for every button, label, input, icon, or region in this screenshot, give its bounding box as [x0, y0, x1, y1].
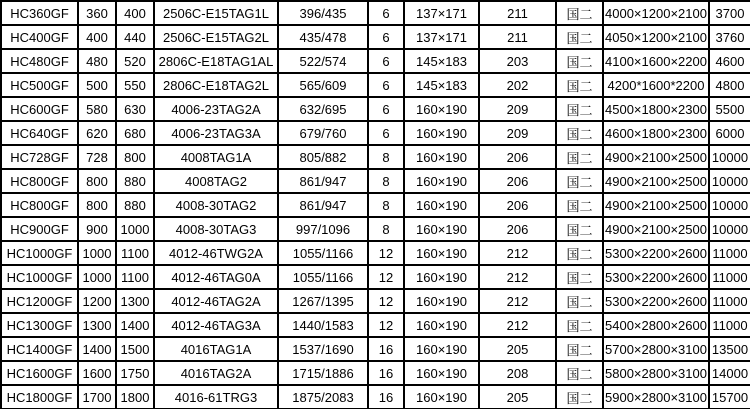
table-cell: 5300×2200×2600	[603, 265, 709, 289]
table-cell: 4012-46TAG2A	[154, 289, 278, 313]
table-cell: 1000	[116, 217, 154, 241]
table-row	[1, 313, 750, 337]
table-cell: 206	[479, 217, 556, 241]
table-cell: 1500	[116, 337, 154, 361]
table-cell: 4500×1800×2300	[603, 97, 709, 121]
table-cell: 4800	[709, 73, 750, 97]
table-cell: 4008-30TAG3	[154, 217, 278, 241]
table-cell: 522/574	[278, 49, 368, 73]
table-cell: 4900×2100×2500	[603, 145, 709, 169]
table-cell: 1200	[78, 289, 116, 313]
table-cell: 1300	[78, 313, 116, 337]
table-cell: 国二	[556, 217, 603, 241]
table-cell: HC1000GF	[1, 241, 78, 265]
table-cell: HC1000GF	[1, 265, 78, 289]
table-cell: 4000×1200×2100	[603, 1, 709, 25]
table-cell: 360	[78, 1, 116, 25]
table-cell: HC360GF	[1, 1, 78, 25]
table-cell: 国二	[556, 121, 603, 145]
table-cell: 160×190	[404, 385, 479, 409]
table-cell: 861/947	[278, 193, 368, 217]
table-cell: 10000	[709, 169, 750, 193]
table-cell: 国二	[556, 97, 603, 121]
table-cell: 160×190	[404, 265, 479, 289]
table-cell: 160×190	[404, 145, 479, 169]
table-cell: 8	[368, 145, 404, 169]
table-cell: 国二	[556, 289, 603, 313]
table-cell: 5900×2800×3100	[603, 385, 709, 409]
table-cell: 160×190	[404, 337, 479, 361]
table-cell: 1715/1886	[278, 361, 368, 385]
table-cell: 1537/1690	[278, 337, 368, 361]
table-cell: HC400GF	[1, 25, 78, 49]
table-cell: 6	[368, 97, 404, 121]
table-cell: 4900×2100×2500	[603, 193, 709, 217]
table-cell: 4600	[709, 49, 750, 73]
table-cell: 国二	[556, 265, 603, 289]
table-cell: 500	[78, 73, 116, 97]
table-row	[1, 97, 750, 121]
table-cell: 国二	[556, 241, 603, 265]
table-cell: 1600	[78, 361, 116, 385]
table-row	[1, 1, 750, 25]
table-cell: 1750	[116, 361, 154, 385]
table-cell: 1055/1166	[278, 241, 368, 265]
table-cell: 1400	[116, 313, 154, 337]
table-cell: 550	[116, 73, 154, 97]
table-row	[1, 193, 750, 217]
table-cell: 5400×2800×2600	[603, 313, 709, 337]
table-cell: 4100×1600×2200	[603, 49, 709, 73]
table-cell: 5500	[709, 97, 750, 121]
table-cell: 16	[368, 385, 404, 409]
table-cell: 6	[368, 121, 404, 145]
table-cell: 国二	[556, 169, 603, 193]
table-cell: HC728GF	[1, 145, 78, 169]
table-cell: 8	[368, 217, 404, 241]
table-cell: 160×190	[404, 193, 479, 217]
table-cell: 728	[78, 145, 116, 169]
table-cell: 6000	[709, 121, 750, 145]
table-cell: 10000	[709, 217, 750, 241]
table-cell: 1440/1583	[278, 313, 368, 337]
table-cell: 997/1096	[278, 217, 368, 241]
table-cell: 160×190	[404, 241, 479, 265]
table-cell: 1800	[116, 385, 154, 409]
table-cell: 900	[78, 217, 116, 241]
table-cell: 4016TAG2A	[154, 361, 278, 385]
table-cell: HC1800GF	[1, 385, 78, 409]
table-cell: 4008TAG2	[154, 169, 278, 193]
table-cell: 4016TAG1A	[154, 337, 278, 361]
table-cell: 11000	[709, 289, 750, 313]
table-cell: 4050×1200×2100	[603, 25, 709, 49]
table-cell: 12	[368, 313, 404, 337]
table-cell: 145×183	[404, 49, 479, 73]
table-cell: 160×190	[404, 361, 479, 385]
table-cell: 1875/2083	[278, 385, 368, 409]
table-cell: 12	[368, 241, 404, 265]
table-cell: HC500GF	[1, 73, 78, 97]
table-cell: 4008TAG1A	[154, 145, 278, 169]
table-row	[1, 241, 750, 265]
table-row	[1, 169, 750, 193]
table-cell: 国二	[556, 385, 603, 409]
table-row	[1, 217, 750, 241]
table-cell: 212	[479, 313, 556, 337]
table-cell: 4600×1800×2300	[603, 121, 709, 145]
table-cell: 800	[78, 169, 116, 193]
table-cell: 4008-30TAG2	[154, 193, 278, 217]
table-row	[1, 49, 750, 73]
table-cell: 620	[78, 121, 116, 145]
table-cell: 3700	[709, 1, 750, 25]
table-cell: 160×190	[404, 121, 479, 145]
table-cell: 4900×2100×2500	[603, 169, 709, 193]
table-cell: 137×171	[404, 25, 479, 49]
table-cell: 4012-46TWG2A	[154, 241, 278, 265]
table-row	[1, 289, 750, 313]
table-cell: 国二	[556, 49, 603, 73]
table-cell: 205	[479, 385, 556, 409]
table-cell: 国二	[556, 193, 603, 217]
table-cell: 16	[368, 337, 404, 361]
table-cell: 203	[479, 49, 556, 73]
table-cell: 1000	[78, 241, 116, 265]
table-row	[1, 265, 750, 289]
table-cell: 2806C-E18TAG1AL	[154, 49, 278, 73]
table-cell: 435/478	[278, 25, 368, 49]
table-cell: 6	[368, 25, 404, 49]
table-cell: HC600GF	[1, 97, 78, 121]
table-row	[1, 121, 750, 145]
table-cell: 211	[479, 1, 556, 25]
table-cell: 10000	[709, 193, 750, 217]
table-cell: 800	[116, 145, 154, 169]
table-cell: 205	[479, 337, 556, 361]
table-cell: 880	[116, 193, 154, 217]
table-cell: 4900×2100×2500	[603, 217, 709, 241]
table-cell: 1100	[116, 241, 154, 265]
table-cell: 212	[479, 241, 556, 265]
table-cell: HC1600GF	[1, 361, 78, 385]
table-cell: 2506C-E15TAG1L	[154, 1, 278, 25]
table-cell: 202	[479, 73, 556, 97]
table-cell: 396/435	[278, 1, 368, 25]
table-cell: 国二	[556, 337, 603, 361]
table-cell: 10000	[709, 145, 750, 169]
table-cell: 14000	[709, 361, 750, 385]
table-cell: 5800×2800×3100	[603, 361, 709, 385]
table-cell: 160×190	[404, 289, 479, 313]
table-cell: HC1200GF	[1, 289, 78, 313]
table-cell: 160×190	[404, 169, 479, 193]
table-cell: 206	[479, 169, 556, 193]
table-cell: 5700×2800×3100	[603, 337, 709, 361]
table-cell: 679/760	[278, 121, 368, 145]
table-cell: 2506C-E15TAG2L	[154, 25, 278, 49]
table-cell: 6	[368, 49, 404, 73]
table-cell: 11000	[709, 313, 750, 337]
table-cell: 5300×2200×2600	[603, 241, 709, 265]
table-cell: 4012-46TAG3A	[154, 313, 278, 337]
table-row	[1, 25, 750, 49]
table-cell: 209	[479, 97, 556, 121]
table-cell: 137×171	[404, 1, 479, 25]
table-cell: 16	[368, 361, 404, 385]
table-cell: 520	[116, 49, 154, 73]
table-cell: 206	[479, 145, 556, 169]
table-cell: 800	[78, 193, 116, 217]
table-cell: 国二	[556, 1, 603, 25]
table-cell: 880	[116, 169, 154, 193]
table-cell: HC900GF	[1, 217, 78, 241]
table-cell: 211	[479, 25, 556, 49]
table-cell: 480	[78, 49, 116, 73]
table-cell: 国二	[556, 145, 603, 169]
table-cell: 565/609	[278, 73, 368, 97]
table-cell: 8	[368, 193, 404, 217]
table-cell: 206	[479, 193, 556, 217]
table-row	[1, 73, 750, 97]
table-row	[1, 337, 750, 361]
table-cell: 2806C-E18TAG2L	[154, 73, 278, 97]
table-cell: 440	[116, 25, 154, 49]
table-cell: 160×190	[404, 97, 479, 121]
table-body	[1, 1, 750, 409]
table-cell: 11000	[709, 265, 750, 289]
table-cell: 1400	[78, 337, 116, 361]
table-cell: 680	[116, 121, 154, 145]
table-cell: 6	[368, 1, 404, 25]
table-row	[1, 361, 750, 385]
table-cell: 国二	[556, 73, 603, 97]
table-row	[1, 385, 750, 409]
table-cell: HC1300GF	[1, 313, 78, 337]
table-cell: 15700	[709, 385, 750, 409]
table-cell: 13500	[709, 337, 750, 361]
table-cell: 212	[479, 265, 556, 289]
table-cell: 580	[78, 97, 116, 121]
table-cell: 11000	[709, 241, 750, 265]
table-cell: 209	[479, 121, 556, 145]
table-cell: 160×190	[404, 313, 479, 337]
table-cell: 400	[78, 25, 116, 49]
table-cell: 212	[479, 289, 556, 313]
table-cell: 1300	[116, 289, 154, 313]
table-cell: 4006-23TAG3A	[154, 121, 278, 145]
table-cell: 5300×2200×2600	[603, 289, 709, 313]
table-row	[1, 145, 750, 169]
table-cell: 12	[368, 265, 404, 289]
table-cell: 1267/1395	[278, 289, 368, 313]
table-cell: HC640GF	[1, 121, 78, 145]
table-cell: 国二	[556, 361, 603, 385]
table-cell: 12	[368, 289, 404, 313]
table-cell: 145×183	[404, 73, 479, 97]
table-cell: 1000	[78, 265, 116, 289]
table-cell: 国二	[556, 313, 603, 337]
table-cell: 861/947	[278, 169, 368, 193]
table-cell: 805/882	[278, 145, 368, 169]
table-cell: 8	[368, 169, 404, 193]
table-cell: HC800GF	[1, 193, 78, 217]
table-cell: HC800GF	[1, 169, 78, 193]
table-cell: 1700	[78, 385, 116, 409]
table-cell: 160×190	[404, 217, 479, 241]
table-cell: 6	[368, 73, 404, 97]
table-cell: 4200*1600*2200	[603, 73, 709, 97]
table-cell: 4006-23TAG2A	[154, 97, 278, 121]
table-cell: 国二	[556, 25, 603, 49]
table-cell: HC480GF	[1, 49, 78, 73]
table-cell: 632/695	[278, 97, 368, 121]
table-cell: 400	[116, 1, 154, 25]
table-cell: 3760	[709, 25, 750, 49]
table-cell: 630	[116, 97, 154, 121]
table-cell: HC1400GF	[1, 337, 78, 361]
table-cell: 208	[479, 361, 556, 385]
table-cell: 4012-46TAG0A	[154, 265, 278, 289]
table-cell: 4016-61TRG3	[154, 385, 278, 409]
table-cell: 1055/1166	[278, 265, 368, 289]
table-cell: 1100	[116, 265, 154, 289]
